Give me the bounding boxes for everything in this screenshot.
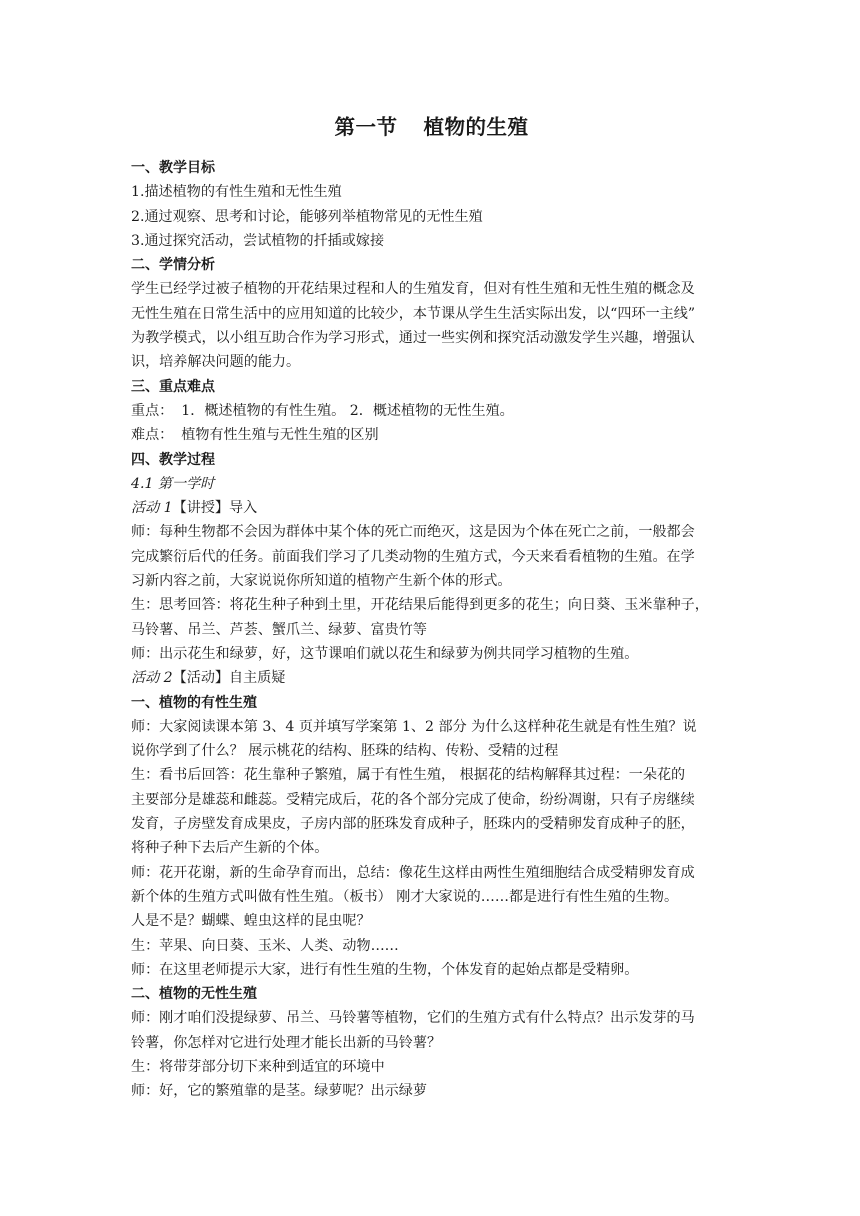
heading-student-analysis: 二、学情分析 (131, 257, 215, 274)
dialogue-line: 发育，子房壁发育成果皮，子房内部的胚珠发育成种子，胚珠内的受精卵发育成种子的胚， (131, 816, 695, 833)
dialogue-line: 生：苹果、向日葵、玉米、人类、动物…… (131, 937, 399, 954)
page-title (131, 112, 732, 142)
activity-1-name: 【讲授】导入 (172, 500, 258, 517)
dialogue-line: 生：看书后回答：花生靠种子繁殖，属于有性生殖， 根据花的结构解释其过程：一朵花的 (131, 767, 686, 784)
title-section-number: 第一节 (334, 115, 398, 139)
dialogue-line: 师：大家阅读课本第 3、4 页并填写学案第 1、2 部分 为什么这样种花生就是有性生殖？说 (131, 718, 697, 735)
dialogue-line: 师：每种生物都不会因为群体中某个体的死亡而绝灭，这是因为个体在死亡之前，一般都会 (131, 524, 695, 541)
goal-item: 3.通过探究活动，尝试植物的扦插或嫁接 (131, 232, 385, 249)
activity-1-title (131, 496, 732, 520)
dialogue-line: 说你学到了什么？ 展示桃花的结构、胚珠的结构、传粉、受精的过程 (131, 743, 559, 760)
dialogue-line: 人是不是？蝴蝶、蝗虫这样的昆虫呢？ (131, 913, 371, 930)
dialogue-line: 主要部分是雄蕊和雌蕊。受精完成后，花的各个部分完成了使命，纷纷凋谢，只有子房继续 (131, 791, 695, 808)
analysis-line: 识，培养解决问题的能力。 (131, 354, 301, 371)
heading-teaching-process: 四、教学过程 (131, 451, 215, 468)
dialogue-line: 马铃薯、吊兰、芦荟、蟹爪兰、绿萝、富贵竹等 (131, 621, 427, 638)
dialogue-line: 生：思考回答：将花生种子种到土里，开花结果后能得到更多的花生；向日葵、玉米靠种子， (131, 597, 709, 614)
dialogue-line: 师：出示花生和绿萝，好，这节课咱们就以花生和绿萝为例共同学习植物的生殖。 (131, 645, 639, 662)
dialogue-line: 新个体的生殖方式叫做有性生殖。（板书） 刚才大家说的……都是进行有性生殖的生物。 (131, 888, 679, 905)
goal-item: 2.通过观察、思考和讨论，能够列举植物常见的无性生殖 (131, 208, 483, 225)
analysis-line: 为教学模式，以小组互助合作为学习形式，通过一些实例和探究活动激发学生兴趣，增强认 (131, 330, 695, 347)
title-topic: 植物的生殖 (423, 115, 529, 139)
difficulty-line (131, 423, 732, 447)
heading-teaching-goals: 一、教学目标 (131, 160, 215, 176)
focus-label: 重点： (131, 402, 174, 419)
analysis-line: 学生已经学过被子植物的开花结果过程和人的生殖发育，但对有性生殖和无性生殖的概念及 (131, 281, 695, 298)
dialogue-line: 习新内容之前，大家说说你所知道的植物产生新个体的形式。 (131, 573, 512, 590)
goal-item: 1.描述植物的有性生殖和无性生殖 (131, 184, 342, 201)
dialogue-line: 将种子种下去后产生新的个体。 (131, 840, 329, 857)
dialogue-line: 生：将带芽部分切下来种到适宜的环境中 (131, 1058, 385, 1075)
dialogue-line: 完成繁衍后代的任务。前面我们学习了几类动物的生殖方式，今天来看看植物的生殖。在学 (131, 548, 695, 565)
heading-sexual-reproduction: 一、植物的有性生殖 (131, 694, 257, 711)
activity-2-name: 【活动】自主质疑 (172, 670, 286, 687)
analysis-line: 无性生殖在日常生活中的应用知道的比较少，本节课从学生生活实际出发，以“四环一主线” (131, 305, 696, 322)
activity-2-title (131, 666, 732, 690)
dialogue-line: 师：花开花谢，新的生命孕育而出，总结：像花生这样由两性生殖细胞结合成受精卵发育成 (131, 864, 695, 881)
dialogue-line: 铃薯，你怎样对它进行处理才能长出新的马铃薯？ (131, 1034, 442, 1051)
activity-2-number: 活动 2 (131, 670, 173, 687)
difficulty-text: 植物有性生殖与无性生殖的区别 (181, 427, 379, 444)
dialogue-line: 师：好，它的繁殖靠的是茎。绿萝呢？出示绿萝 (131, 1083, 427, 1100)
focus-line (131, 399, 732, 423)
dialogue-line: 师：刚才咱们没提绿萝、吊兰、马铃薯等植物，它们的生殖方式有什么特点？出示发芽的马 (131, 1010, 695, 1027)
heading-asexual-reproduction: 二、植物的无性生殖 (131, 986, 257, 1003)
focus-text: 1．概述植物的有性生殖。 2．概述植物的无性生殖。 (181, 402, 514, 419)
difficulty-label: 难点： (131, 427, 174, 444)
lesson-label: 4.1 第一学时 (131, 475, 215, 492)
activity-1-number: 活动 1 (131, 500, 173, 517)
heading-key-points: 三、重点难点 (131, 378, 215, 395)
dialogue-line: 师：在这里老师提示大家，进行有性生殖的生物，个体发育的起始点都是受精卵。 (131, 961, 639, 978)
